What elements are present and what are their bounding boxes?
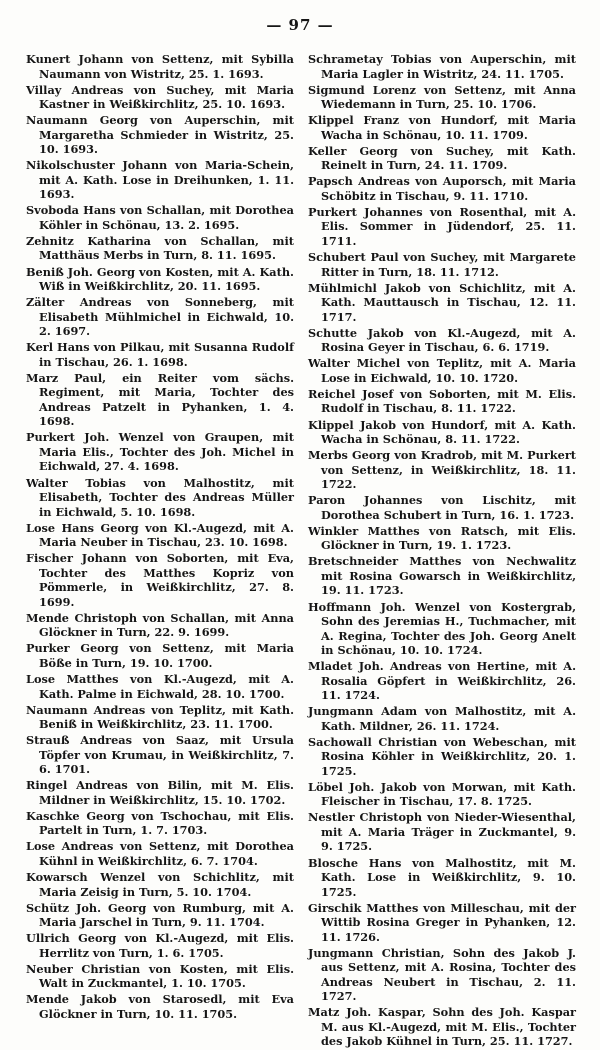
marriage-entry: Jungmann Adam von Malhostitz, mit A. Kath. Mildner, 26. 11. 1724.	[308, 704, 576, 733]
marriage-entry: Blosche Hans von Malhostitz, mit M. Kath. Lose in Weißkirchlitz, 9. 10. 1725.	[308, 855, 576, 899]
marriage-entry: Löbel Joh. Jakob von Morwan, mit Kath. Fleischer in Tischau, 17. 8. 1725.	[308, 779, 576, 809]
marriage-entry: Lose Matthes von Kl.-Augezd, mit A. Kath. Palme in Eichwald, 28. 10. 1700.	[26, 672, 294, 701]
marriage-entry: Zälter Andreas von Sonneberg, mit Elisabeth Mühlmichel in Eichwald, 10. 2. 1697.	[26, 295, 294, 339]
marriage-entry: Schubert Paul von Suchey, mit Margarete Ritter in Turn, 18. 11. 1712.	[308, 250, 576, 279]
marriage-entry: Lose Hans Georg von Kl.-Augezd, mit A. Maria Neuber in Tischau, 23. 10. 1698.	[26, 520, 294, 550]
marriage-entry: Fischer Johann von Soborten, mit Eva, Tochter des Matthes Kopriz von Pömmerle, in Weißkirchlitz, 27. 8. 1699.	[26, 551, 294, 609]
marriage-entry: Naumann Georg von Auperschin, mit Margaretha Schmieder in Wistritz, 25. 10. 1693.	[26, 113, 294, 157]
marriage-entry: Nestler Christoph von Nieder-Wiesenthal, mit A. Maria Träger in Zuckmantel, 9. 9. 1725.	[308, 810, 576, 854]
marriage-entry: Matz Joh. Kaspar, Sohn des Joh. Kaspar M. aus Kl.-Augezd, mit M. Elis., Tochter des Jakob Kühnel in Turn, 25. 11. 1727.	[308, 1005, 576, 1049]
marriage-entry: Marz Paul, ein Reiter vom sächs. Regiment, mit Maria, Tochter des Andreas Patzelt in Pyhanken, 1. 4. 1698.	[26, 370, 294, 429]
page-number: — 97 —	[266, 16, 334, 34]
marriage-entry: Walter Tobias von Malhostitz, mit Elisabeth, Tochter des Andreas Müller in Eichwald, 5. 10. 1698.	[26, 475, 294, 519]
marriage-entry: Schutte Jakob von Kl.-Augezd, mit A. Rosina Geyer in Tischau, 6. 6. 1719.	[308, 325, 576, 355]
left-column	[26, 52, 294, 1023]
marriage-entry: Purkert Johannes von Rosenthal, mit A. Elis. Sommer in Jüdendorf, 25. 11. 1711.	[308, 204, 576, 248]
marriage-entry: Strauß Andreas von Saaz, mit Ursula Töpfer von Krumau, in Weißkirchlitz, 7. 6. 1701.	[26, 733, 294, 777]
marriage-entry: Purkert Joh. Wenzel von Graupen, mit Maria Elis., Tochter des Joh. Michel in Eichwald, 27. 4. 1698.	[26, 430, 294, 474]
marriage-entry: Mladet Joh. Andreas von Hertine, mit A. Rosalia Göpfert in Weißkirchlitz, 26. 11. 1724.	[308, 659, 576, 703]
marriage-entry: Kowarsch Wenzel von Schichlitz, mit Maria Zeisig in Turn, 5. 10. 1704.	[26, 870, 294, 899]
marriage-entry: Mühlmichl Jakob von Schichlitz, mit A. Kath. Mauttausch in Tischau, 12. 11. 1717.	[308, 280, 576, 324]
right-column	[308, 52, 576, 1050]
marriage-entry: Hoffmann Joh. Wenzel von Kostergrab, Sohn des Jeremias H., Tuchmacher, mit A. Regina, Tochter des Joh. Georg Anelt in Schönau, 10. 10. 1724.	[308, 599, 576, 657]
marriage-entry: Sigmund Lorenz von Settenz, mit Anna Wiedemann in Turn, 25. 10. 1706.	[308, 82, 576, 112]
marriage-entry: Klippel Franz von Hundorf, mit Maria Wacha in Schönau, 10. 11. 1709.	[308, 113, 576, 142]
marriage-entry: Kunert Johann von Settenz, mit Sybilla Naumann von Wistritz, 25. 1. 1693.	[26, 52, 294, 81]
marriage-entry: Papsch Andreas von Auporsch, mit Maria Schöbitz in Tischau, 9. 11. 1710.	[308, 174, 576, 203]
marriage-entry: Schütz Joh. Georg von Rumburg, mit A. Maria Jarschel in Turn, 9. 11. 1704.	[26, 900, 294, 930]
marriage-entry: Paron Johannes von Lischitz, mit Dorothea Schubert in Turn, 16. 1. 1723.	[308, 493, 576, 522]
marriage-entry: Purker Georg von Settenz, mit Maria Böße in Turn, 19. 10. 1700.	[26, 641, 294, 670]
marriage-entry: Winkler Matthes von Ratsch, mit Elis. Glöckner in Turn, 19. 1. 1723.	[308, 523, 576, 553]
marriage-entry: Keller Georg von Suchey, mit Kath. Reinelt in Turn, 24. 11. 1709.	[308, 143, 576, 173]
marriage-entry: Mende Christoph von Schallan, mit Anna Glöckner in Turn, 22. 9. 1699.	[26, 610, 294, 640]
marriage-entry: Mende Jakob von Starosedl, mit Eva Glöckner in Turn, 10. 11. 1705.	[26, 992, 294, 1021]
marriage-entry: Klippel Jakob von Hundorf, mit A. Kath. Wacha in Schönau, 8. 11. 1722.	[308, 417, 576, 447]
marriage-entry: Naumann Andreas von Teplitz, mit Kath. Beniß in Weißkirchlitz, 23. 11. 1700.	[26, 702, 294, 732]
marriage-entry: Ringel Andreas von Bilin, mit M. Elis. Mildner in Weißkirchlitz, 15. 10. 1702.	[26, 778, 294, 807]
marriage-entry: Lose Andreas von Settenz, mit Dorothea Kühnl in Weißkirchlitz, 6. 7. 1704.	[26, 839, 294, 868]
marriage-entry: Svoboda Hans von Schallan, mit Dorothea Köhler in Schönau, 13. 2. 1695.	[26, 203, 294, 232]
marriage-entry: Kerl Hans von Pilkau, mit Susanna Rudolf in Tischau, 26. 1. 1698.	[26, 340, 294, 369]
marriage-entry: Neuber Christian von Kosten, mit Elis. Walt in Zuckmantel, 1. 10. 1705.	[26, 961, 294, 991]
marriage-entry: Reichel Josef von Soborten, mit M. Elis. Rudolf in Tischau, 8. 11. 1722.	[308, 386, 576, 416]
marriage-entry: Walter Michel von Teplitz, mit A. Maria Lose in Eichwald, 10. 10. 1720.	[308, 356, 576, 385]
marriage-entry: Zehnitz Katharina von Schallan, mit Matthäus Merbs in Turn, 8. 11. 1695.	[26, 233, 294, 263]
marriage-entry: Jungmann Christian, Sohn des Jakob J. aus Settenz, mit A. Rosina, Tochter des Andreas Neubert in Tischau, 2. 11. 1727.	[308, 945, 576, 1004]
marriage-entry: Kaschke Georg von Tschochau, mit Elis. Partelt in Turn, 1. 7. 1703.	[26, 808, 294, 838]
marriage-entry: Villay Andreas von Suchey, mit Maria Kastner in Weißkirchlitz, 25. 10. 1693.	[26, 82, 294, 112]
marriage-entry: Beniß Joh. Georg von Kosten, mit A. Kath. Wiß in Weißkirchlitz, 20. 11. 1695.	[26, 264, 294, 294]
marriage-entry: Bretschneider Matthes von Nechwalitz mit Rosina Gowarsch in Weißkirchlitz, 19. 11. 1723.	[308, 554, 576, 598]
marriage-entry: Nikolschuster Johann von Maria-Schein, mit A. Kath. Lose in Dreihunken, 1. 11. 1693.	[26, 158, 294, 202]
marriage-entry: Sachowall Christian von Webeschan, mit Rosina Köhler in Weißkirchlitz, 20. 1. 1725.	[308, 734, 576, 778]
marriage-entry: Girschik Matthes von Milleschau, mit der Wittib Rosina Greger in Pyhanken, 12. 11. 1726.	[308, 900, 576, 944]
marriage-entry: Ullrich Georg von Kl.-Augezd, mit Elis. Herrlitz von Turn, 1. 6. 1705.	[26, 931, 294, 960]
marriage-entry: Merbs Georg von Kradrob, mit M. Purkert von Settenz, in Weißkirchlitz, 18. 11. 1722.	[308, 448, 576, 492]
marriage-entry: Schrametay Tobias von Auperschin, mit Maria Lagler in Wistritz, 24. 11. 1705.	[308, 52, 576, 81]
